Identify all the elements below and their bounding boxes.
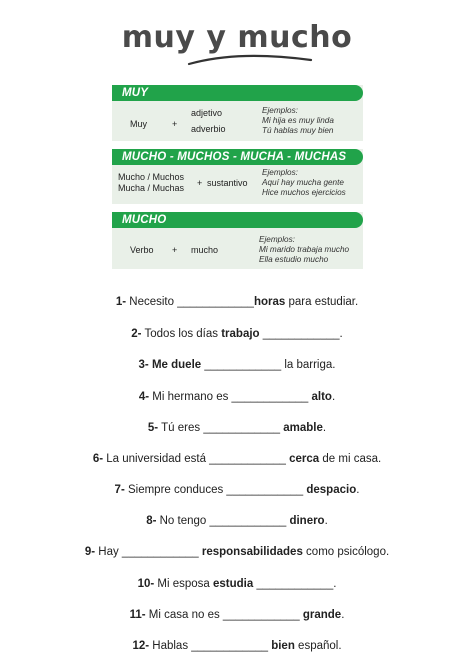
sentence-text-end: para estudiar. bbox=[285, 296, 359, 308]
answer-blank[interactable]: ____________ bbox=[259, 328, 340, 340]
sentence-number: 11- bbox=[129, 609, 146, 621]
muchos-left-label-1: Mucho / Muchos bbox=[118, 172, 185, 182]
plus-sign: + bbox=[172, 245, 178, 255]
page-title: muy y mucho bbox=[121, 20, 353, 55]
sentence-text: Siempre conduces bbox=[124, 484, 227, 496]
mucho-right-label: mucho bbox=[191, 245, 219, 255]
answer-blank[interactable]: ____________ bbox=[201, 359, 282, 371]
exercise-sentence bbox=[0, 578, 474, 590]
sentence-text: No tengo bbox=[156, 515, 210, 527]
sentence-keyword: bien bbox=[268, 640, 295, 652]
muchos-example-2: Hice muchos ejercicios bbox=[262, 188, 346, 197]
sentence-keyword: cerca bbox=[285, 453, 320, 465]
sentence-text: La universidad está bbox=[103, 453, 210, 465]
answer-blank[interactable]: ____________ bbox=[209, 515, 287, 527]
sentence-text-end: . bbox=[322, 422, 327, 434]
sentence-number: 7- bbox=[114, 484, 125, 496]
sentence-text-end: español. bbox=[294, 640, 342, 652]
sentence-keyword: responsabilidades bbox=[198, 546, 303, 558]
sentence-text-end: . bbox=[333, 578, 337, 590]
sentence-text: Hay bbox=[95, 546, 122, 558]
muy-right-label-1: adjetivo bbox=[191, 108, 223, 118]
muy-example-1: Mi hija es muy linda bbox=[262, 116, 334, 125]
answer-blank[interactable]: ____________ bbox=[177, 296, 254, 308]
plus-sign: + bbox=[197, 178, 203, 188]
exercise-sentence bbox=[0, 359, 474, 371]
exercise-sentence bbox=[0, 515, 474, 527]
mucho-example-1: Mi marido trabaja mucho bbox=[259, 245, 350, 254]
sentence-keyword: grande bbox=[299, 609, 342, 621]
sentence-text: Mi hermano es bbox=[149, 391, 232, 403]
sentence-keyword: horas bbox=[253, 296, 286, 308]
mucho-rule-box bbox=[112, 212, 363, 269]
exercise-sentence bbox=[0, 609, 474, 621]
sentence-number: 3- bbox=[138, 359, 149, 371]
sentence-number: 10- bbox=[137, 578, 155, 590]
muy-example-title: Ejemplos: bbox=[262, 106, 298, 115]
answer-blank[interactable]: ____________ bbox=[226, 484, 304, 496]
muchos-example-1: Aquí hay mucha gente bbox=[262, 178, 344, 187]
muchos-example-title: Ejemplos: bbox=[262, 168, 298, 177]
sentence-keyword: estudia bbox=[213, 578, 254, 590]
answer-blank[interactable]: ____________ bbox=[209, 453, 286, 465]
muy-rule-box bbox=[112, 85, 363, 141]
exercise-sentence bbox=[0, 546, 474, 558]
muy-right-label-2: adverbio bbox=[191, 124, 226, 134]
sentence-text-end: . bbox=[341, 609, 345, 621]
sentence-text: Mi casa no es bbox=[145, 609, 223, 621]
sentence-number: 2- bbox=[131, 328, 142, 340]
plus-sign: + bbox=[172, 119, 178, 129]
sentence-keyword: amable bbox=[280, 422, 323, 434]
answer-blank[interactable]: ____________ bbox=[191, 640, 269, 652]
sentence-text-end: la barriga. bbox=[281, 359, 336, 371]
sentence-text: Hablas bbox=[149, 640, 192, 652]
mucho-rule-header: MUCHO bbox=[112, 212, 363, 228]
exercise-sentence bbox=[0, 296, 474, 308]
sentence-text-end: . bbox=[324, 515, 328, 527]
exercise-sentence bbox=[0, 328, 474, 340]
muy-example-2: Tú hablas muy bien bbox=[262, 126, 334, 135]
muchos-right-label: sustantivo bbox=[207, 178, 248, 188]
answer-blank[interactable]: ____________ bbox=[231, 391, 309, 403]
sentence-keyword: trabajo bbox=[221, 328, 260, 340]
exercise-sentence bbox=[0, 640, 474, 652]
sentence-number: 1- bbox=[115, 296, 127, 308]
mucho-left-label: Verbo bbox=[130, 245, 154, 255]
answer-blank[interactable]: ____________ bbox=[253, 578, 334, 590]
sentence-text-end: . bbox=[339, 328, 343, 340]
muchos-rule-box bbox=[112, 149, 363, 204]
sentence-text-end: . bbox=[356, 484, 360, 496]
sentence-number: 9- bbox=[84, 546, 96, 558]
answer-blank[interactable]: ____________ bbox=[203, 422, 281, 434]
title-underline-swoosh bbox=[185, 52, 315, 68]
exercise-sentence bbox=[0, 453, 474, 465]
muy-left-label: Muy bbox=[130, 119, 148, 129]
answer-blank[interactable]: ____________ bbox=[222, 609, 300, 621]
muchos-rule-header: MUCHO - MUCHOS - MUCHA - MUCHAS bbox=[112, 149, 363, 165]
sentence-number: 6- bbox=[92, 453, 104, 465]
exercise-sentence bbox=[0, 391, 474, 403]
sentence-text: Necesito bbox=[126, 296, 178, 308]
mucho-example-2: Ella estudio mucho bbox=[259, 255, 329, 264]
sentence-number: 4- bbox=[138, 391, 150, 403]
muy-rule-header: MUY bbox=[112, 85, 363, 101]
sentence-keyword: alto bbox=[308, 391, 332, 403]
muchos-left-label-2: Mucha / Muchas bbox=[118, 183, 185, 193]
sentence-keyword: despacio bbox=[303, 484, 357, 496]
sentence-number: 5- bbox=[147, 422, 159, 434]
sentence-keyword: Me duele bbox=[151, 359, 202, 371]
sentence-text-end: como psicólogo. bbox=[302, 546, 390, 558]
sentence-number: 8- bbox=[146, 515, 157, 527]
answer-blank[interactable]: ____________ bbox=[121, 546, 199, 558]
sentence-text-end: de mi casa. bbox=[319, 453, 382, 465]
sentence-number: 12- bbox=[132, 640, 150, 652]
exercise-sentence bbox=[0, 422, 474, 434]
mucho-example-title: Ejemplos: bbox=[259, 235, 295, 244]
sentence-text: Todos los días bbox=[141, 328, 222, 340]
sentence-keyword: dinero bbox=[286, 515, 325, 527]
sentence-text-end: . bbox=[331, 391, 336, 403]
exercise-sentence bbox=[0, 484, 474, 496]
sentence-text: Tú eres bbox=[158, 422, 204, 434]
sentence-text: Mi esposa bbox=[154, 578, 213, 590]
